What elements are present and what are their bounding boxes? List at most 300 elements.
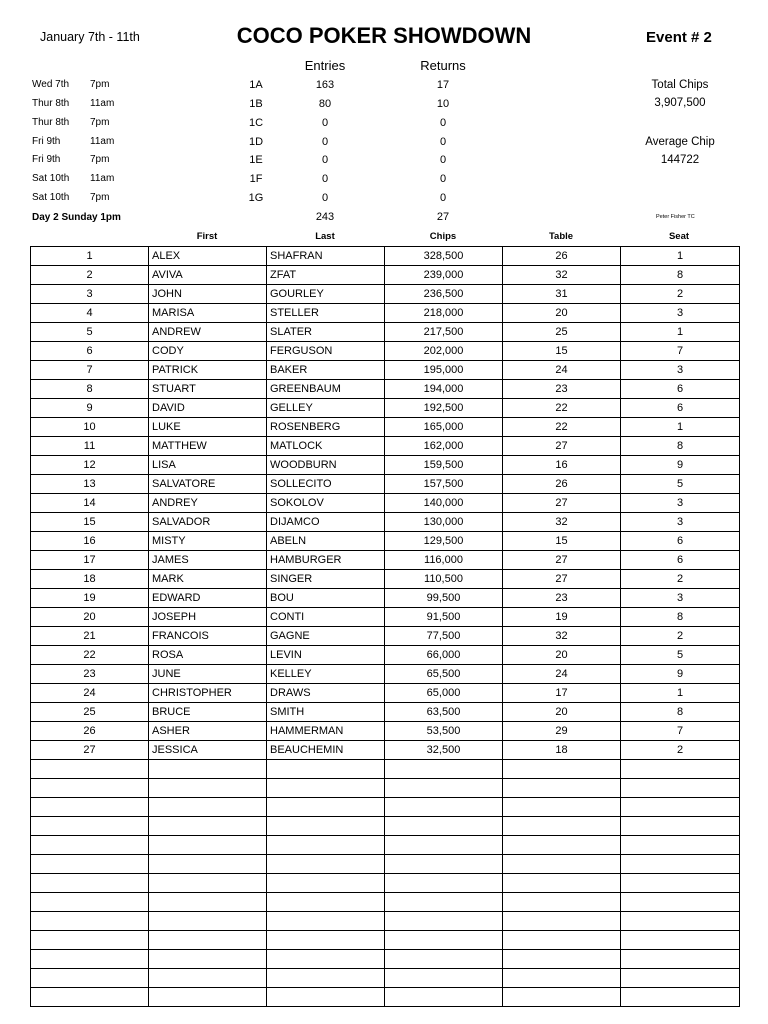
empty-cell	[385, 950, 503, 969]
chips-cell: 77,500	[385, 627, 503, 646]
seat-cell: 3	[621, 589, 740, 608]
empty-cell	[385, 931, 503, 950]
first-name-cell: JOSEPH	[149, 608, 267, 627]
empty-cell	[31, 855, 149, 874]
seat-cell: 2	[621, 570, 740, 589]
chips-cell: 91,500	[385, 608, 503, 627]
entries-label: Entries	[304, 58, 346, 73]
empty-row	[31, 912, 740, 931]
table-number-cell: 32	[503, 627, 621, 646]
first-name-cell: JAMES	[149, 551, 267, 570]
empty-cell	[503, 817, 621, 836]
seat-cell: 5	[621, 475, 740, 494]
empty-cell	[149, 817, 267, 836]
empty-cell	[31, 893, 149, 912]
session-entries: 0	[321, 136, 329, 148]
empty-cell	[149, 931, 267, 950]
empty-cell	[267, 798, 385, 817]
rank-cell: 5	[31, 323, 149, 342]
session-entries: 0	[321, 173, 329, 185]
column-header-chips: Chips	[429, 231, 457, 242]
table-row	[31, 608, 740, 627]
empty-cell	[31, 950, 149, 969]
column-header-table: Table	[548, 231, 574, 242]
empty-row	[31, 817, 740, 836]
session-entries: 0	[321, 192, 329, 204]
table-number-cell: 24	[503, 665, 621, 684]
empty-cell	[503, 836, 621, 855]
chips-cell: 202,000	[385, 342, 503, 361]
chips-cell: 110,500	[385, 570, 503, 589]
first-name-cell: LUKE	[149, 418, 267, 437]
total-chips-label: Total Chips	[651, 79, 709, 91]
table-row	[31, 684, 740, 703]
rank-cell: 17	[31, 551, 149, 570]
seat-cell: 1	[621, 323, 740, 342]
last-name-cell: SOKOLOV	[267, 494, 385, 513]
first-name-cell: MARISA	[149, 304, 267, 323]
session-returns: 0	[439, 173, 447, 185]
seat-cell: 1	[621, 247, 740, 266]
table-number-cell: 23	[503, 589, 621, 608]
session-time: 11am	[90, 173, 115, 184]
table-row	[31, 627, 740, 646]
chips-cell: 65,000	[385, 684, 503, 703]
first-name-cell: PATRICK	[149, 361, 267, 380]
empty-cell	[621, 988, 740, 1007]
table-number-cell: 15	[503, 532, 621, 551]
first-name-cell: ALEX	[149, 247, 267, 266]
session-time: 7pm	[90, 154, 110, 165]
last-name-cell: SLATER	[267, 323, 385, 342]
rank-cell: 14	[31, 494, 149, 513]
empty-cell	[503, 893, 621, 912]
empty-row	[31, 931, 740, 950]
session-entries: 80	[318, 98, 332, 110]
empty-row	[31, 855, 740, 874]
last-name-cell: SMITH	[267, 703, 385, 722]
table-row	[31, 399, 740, 418]
table-number-cell: 32	[503, 266, 621, 285]
table-row	[31, 285, 740, 304]
column-header-last: Last	[315, 231, 335, 242]
chip-count-table	[30, 246, 740, 1007]
seat-cell: 3	[621, 513, 740, 532]
empty-cell	[149, 912, 267, 931]
seat-cell: 5	[621, 646, 740, 665]
session-entries: 0	[321, 154, 329, 166]
empty-cell	[503, 874, 621, 893]
rank-cell: 12	[31, 456, 149, 475]
empty-cell	[621, 969, 740, 988]
empty-cell	[149, 779, 267, 798]
empty-cell	[267, 779, 385, 798]
empty-cell	[503, 912, 621, 931]
first-name-cell: LISA	[149, 456, 267, 475]
seat-cell: 6	[621, 380, 740, 399]
table-number-cell: 19	[503, 608, 621, 627]
table-row	[31, 703, 740, 722]
empty-cell	[149, 969, 267, 988]
seat-cell: 8	[621, 703, 740, 722]
table-row	[31, 247, 740, 266]
session-returns: 0	[439, 136, 447, 148]
table-number-cell: 20	[503, 304, 621, 323]
session-code: 1D	[248, 136, 264, 148]
last-name-cell: DIJAMCO	[267, 513, 385, 532]
total-returns: 27	[436, 211, 450, 223]
table-number-cell: 20	[503, 646, 621, 665]
column-header-seat: Seat	[668, 231, 690, 242]
rank-cell: 27	[31, 741, 149, 760]
empty-row	[31, 893, 740, 912]
empty-cell	[503, 988, 621, 1007]
rank-cell: 26	[31, 722, 149, 741]
average-chip-value: 144722	[660, 154, 700, 166]
table-number-cell: 26	[503, 247, 621, 266]
empty-cell	[267, 969, 385, 988]
table-row	[31, 456, 740, 475]
last-name-cell: FERGUSON	[267, 342, 385, 361]
chips-cell: 32,500	[385, 741, 503, 760]
empty-cell	[267, 874, 385, 893]
chips-cell: 194,000	[385, 380, 503, 399]
empty-cell	[149, 760, 267, 779]
empty-cell	[385, 855, 503, 874]
session-code: 1C	[248, 117, 264, 129]
rank-cell: 11	[31, 437, 149, 456]
table-row	[31, 418, 740, 437]
first-name-cell: EDWARD	[149, 589, 267, 608]
table-number-cell: 20	[503, 703, 621, 722]
chips-cell: 162,000	[385, 437, 503, 456]
session-day: Fri 9th	[32, 154, 61, 165]
table-row	[31, 532, 740, 551]
empty-cell	[621, 798, 740, 817]
empty-cell	[267, 855, 385, 874]
first-name-cell: MISTY	[149, 532, 267, 551]
table-number-cell: 15	[503, 342, 621, 361]
session-day: Thur 8th	[32, 117, 70, 128]
last-name-cell: HAMBURGER	[267, 551, 385, 570]
seat-cell: 8	[621, 608, 740, 627]
last-name-cell: BEAUCHEMIN	[267, 741, 385, 760]
empty-cell	[31, 760, 149, 779]
empty-cell	[267, 760, 385, 779]
empty-cell	[149, 893, 267, 912]
seat-cell: 2	[621, 285, 740, 304]
session-day: Sat 10th	[32, 192, 70, 203]
last-name-cell: GAGNE	[267, 627, 385, 646]
chips-cell: 239,000	[385, 266, 503, 285]
table-row	[31, 589, 740, 608]
table-number-cell: 27	[503, 437, 621, 456]
last-name-cell: SINGER	[267, 570, 385, 589]
session-day: Fri 9th	[32, 136, 61, 147]
table-number-cell: 24	[503, 361, 621, 380]
last-name-cell: LEVIN	[267, 646, 385, 665]
event-number: Event # 2	[646, 29, 712, 46]
table-number-cell: 27	[503, 494, 621, 513]
table-row	[31, 722, 740, 741]
empty-row	[31, 836, 740, 855]
session-code: 1G	[248, 192, 264, 204]
session-code: 1A	[249, 79, 263, 91]
empty-cell	[385, 988, 503, 1007]
rank-cell: 3	[31, 285, 149, 304]
last-name-cell: HAMMERMAN	[267, 722, 385, 741]
seat-cell: 1	[621, 684, 740, 703]
chips-cell: 65,500	[385, 665, 503, 684]
table-number-cell: 31	[503, 285, 621, 304]
table-row	[31, 646, 740, 665]
empty-row	[31, 874, 740, 893]
empty-cell	[621, 779, 740, 798]
empty-cell	[385, 760, 503, 779]
session-returns: 0	[439, 117, 447, 129]
table-row	[31, 513, 740, 532]
empty-cell	[31, 836, 149, 855]
seat-cell: 3	[621, 494, 740, 513]
empty-cell	[385, 912, 503, 931]
last-name-cell: WOODBURN	[267, 456, 385, 475]
empty-cell	[385, 779, 503, 798]
chips-cell: 195,000	[385, 361, 503, 380]
last-name-cell: SHAFRAN	[267, 247, 385, 266]
chips-cell: 99,500	[385, 589, 503, 608]
totals-label: Day 2 Sunday 1pm	[32, 212, 121, 223]
empty-cell	[149, 798, 267, 817]
chips-cell: 218,000	[385, 304, 503, 323]
rank-cell: 8	[31, 380, 149, 399]
seat-cell: 9	[621, 665, 740, 684]
credit-text: Peter Fisher TC	[656, 214, 695, 220]
last-name-cell: GELLEY	[267, 399, 385, 418]
chips-cell: 116,000	[385, 551, 503, 570]
seat-cell: 6	[621, 399, 740, 418]
empty-cell	[503, 950, 621, 969]
session-time: 11am	[90, 98, 115, 109]
empty-cell	[503, 760, 621, 779]
empty-cell	[503, 855, 621, 874]
session-entries: 0	[321, 117, 329, 129]
empty-row	[31, 760, 740, 779]
empty-cell	[267, 817, 385, 836]
empty-cell	[503, 931, 621, 950]
empty-cell	[385, 874, 503, 893]
empty-row	[31, 779, 740, 798]
empty-cell	[31, 988, 149, 1007]
first-name-cell: FRANCOIS	[149, 627, 267, 646]
session-day: Thur 8th	[32, 98, 70, 109]
empty-cell	[385, 969, 503, 988]
rank-cell: 25	[31, 703, 149, 722]
table-row	[31, 342, 740, 361]
table-row	[31, 323, 740, 342]
seat-cell: 2	[621, 741, 740, 760]
chips-cell: 157,500	[385, 475, 503, 494]
empty-cell	[503, 969, 621, 988]
empty-cell	[385, 836, 503, 855]
table-number-cell: 29	[503, 722, 621, 741]
chips-cell: 236,500	[385, 285, 503, 304]
rank-cell: 4	[31, 304, 149, 323]
table-row	[31, 494, 740, 513]
empty-cell	[267, 836, 385, 855]
empty-cell	[385, 817, 503, 836]
rank-cell: 2	[31, 266, 149, 285]
first-name-cell: ROSA	[149, 646, 267, 665]
empty-cell	[621, 855, 740, 874]
empty-cell	[621, 836, 740, 855]
table-row	[31, 266, 740, 285]
session-code: 1F	[249, 173, 263, 185]
table-number-cell: 26	[503, 475, 621, 494]
last-name-cell: KELLEY	[267, 665, 385, 684]
average-chip-label: Average Chip	[645, 136, 715, 148]
empty-cell	[31, 969, 149, 988]
chips-cell: 217,500	[385, 323, 503, 342]
rank-cell: 6	[31, 342, 149, 361]
empty-row	[31, 969, 740, 988]
empty-cell	[149, 950, 267, 969]
empty-cell	[267, 950, 385, 969]
total-entries: 243	[315, 211, 335, 223]
chips-cell: 53,500	[385, 722, 503, 741]
session-returns: 10	[436, 98, 450, 110]
session-day: Sat 10th	[32, 173, 70, 184]
session-returns: 17	[436, 79, 450, 91]
empty-cell	[621, 931, 740, 950]
table-row	[31, 361, 740, 380]
empty-cell	[31, 874, 149, 893]
empty-cell	[31, 779, 149, 798]
table-row	[31, 380, 740, 399]
last-name-cell: STELLER	[267, 304, 385, 323]
empty-cell	[31, 798, 149, 817]
chips-cell: 130,000	[385, 513, 503, 532]
first-name-cell: AVIVA	[149, 266, 267, 285]
last-name-cell: CONTI	[267, 608, 385, 627]
session-time: 11am	[90, 136, 115, 147]
rank-cell: 20	[31, 608, 149, 627]
first-name-cell: CODY	[149, 342, 267, 361]
rank-cell: 23	[31, 665, 149, 684]
seat-cell: 7	[621, 722, 740, 741]
empty-row	[31, 988, 740, 1007]
empty-cell	[621, 817, 740, 836]
table-row	[31, 304, 740, 323]
empty-cell	[621, 912, 740, 931]
empty-cell	[267, 988, 385, 1007]
session-returns: 0	[439, 192, 447, 204]
rank-cell: 9	[31, 399, 149, 418]
seat-cell: 6	[621, 532, 740, 551]
empty-cell	[385, 798, 503, 817]
chips-cell: 63,500	[385, 703, 503, 722]
rank-cell: 1	[31, 247, 149, 266]
table-number-cell: 22	[503, 418, 621, 437]
table-row	[31, 570, 740, 589]
table-row	[31, 551, 740, 570]
first-name-cell: MATTHEW	[149, 437, 267, 456]
rank-cell: 13	[31, 475, 149, 494]
event-dates: January 7th - 11th	[40, 30, 140, 44]
first-name-cell: ASHER	[149, 722, 267, 741]
table-number-cell: 16	[503, 456, 621, 475]
session-code: 1E	[249, 154, 263, 166]
rank-cell: 16	[31, 532, 149, 551]
first-name-cell: MARK	[149, 570, 267, 589]
empty-cell	[31, 817, 149, 836]
table-number-cell: 27	[503, 551, 621, 570]
empty-cell	[621, 760, 740, 779]
total-chips-value: 3,907,500	[654, 97, 706, 109]
last-name-cell: ROSENBERG	[267, 418, 385, 437]
table-row	[31, 437, 740, 456]
seat-cell: 8	[621, 266, 740, 285]
rank-cell: 7	[31, 361, 149, 380]
rank-cell: 21	[31, 627, 149, 646]
first-name-cell: DAVID	[149, 399, 267, 418]
first-name-cell: SALVATORE	[149, 475, 267, 494]
chips-cell: 192,500	[385, 399, 503, 418]
first-name-cell: SALVADOR	[149, 513, 267, 532]
session-day: Wed 7th	[32, 79, 70, 90]
table-number-cell: 17	[503, 684, 621, 703]
rank-cell: 24	[31, 684, 149, 703]
last-name-cell: BAKER	[267, 361, 385, 380]
chips-cell: 129,500	[385, 532, 503, 551]
rank-cell: 22	[31, 646, 149, 665]
seat-cell: 6	[621, 551, 740, 570]
first-name-cell: ANDREY	[149, 494, 267, 513]
first-name-cell: JESSICA	[149, 741, 267, 760]
table-row	[31, 475, 740, 494]
session-code: 1B	[249, 98, 263, 110]
chips-cell: 165,000	[385, 418, 503, 437]
empty-cell	[149, 855, 267, 874]
seat-cell: 2	[621, 627, 740, 646]
last-name-cell: GREENBAUM	[267, 380, 385, 399]
table-number-cell: 23	[503, 380, 621, 399]
table-row	[31, 665, 740, 684]
empty-cell	[149, 988, 267, 1007]
empty-cell	[31, 931, 149, 950]
empty-cell	[503, 798, 621, 817]
seat-cell: 8	[621, 437, 740, 456]
seat-cell: 9	[621, 456, 740, 475]
chips-cell: 328,500	[385, 247, 503, 266]
last-name-cell: SOLLECITO	[267, 475, 385, 494]
table-row	[31, 741, 740, 760]
seat-cell: 3	[621, 361, 740, 380]
empty-cell	[267, 893, 385, 912]
empty-row	[31, 798, 740, 817]
column-header-first: First	[196, 231, 218, 242]
last-name-cell: DRAWS	[267, 684, 385, 703]
table-number-cell: 27	[503, 570, 621, 589]
returns-label: Returns	[420, 58, 466, 73]
empty-cell	[31, 912, 149, 931]
seat-cell: 3	[621, 304, 740, 323]
first-name-cell: JOHN	[149, 285, 267, 304]
empty-cell	[267, 912, 385, 931]
rank-cell: 10	[31, 418, 149, 437]
session-time: 7pm	[90, 117, 110, 128]
first-name-cell: STUART	[149, 380, 267, 399]
first-name-cell: JUNE	[149, 665, 267, 684]
